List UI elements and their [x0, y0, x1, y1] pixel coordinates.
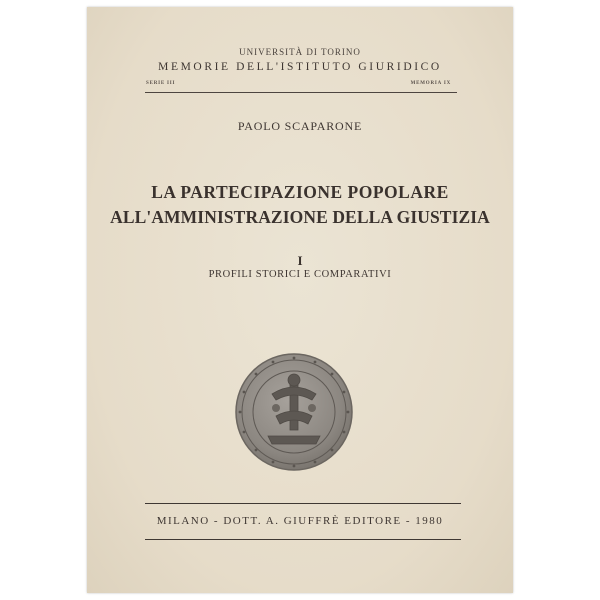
- publisher-rule-bottom: [145, 539, 461, 540]
- memoria-number: MEMORIA IX: [410, 81, 451, 86]
- university-name: UNIVERSITÀ DI TORINO: [239, 47, 361, 57]
- series-title: MEMORIE DELL'ISTITUTO GIURIDICO: [158, 61, 442, 73]
- book-title-line-2: ALL'AMMINISTRAZIONE DELLA GIUSTIZIA: [110, 207, 490, 227]
- publisher-rule-top: [145, 503, 461, 504]
- book-subtitle: PROFILI STORICI E COMPARATIVI: [208, 269, 392, 280]
- author-name: PAOLO SCAPARONE: [237, 119, 363, 133]
- book-title-line-1: LA PARTECIPAZIONE POPOLARE: [151, 182, 449, 202]
- publisher-line: MILANO - DOTT. A. GIUFFRÈ EDITORE - 1980: [156, 515, 444, 527]
- book-cover: [87, 7, 513, 593]
- header-rule: [145, 92, 457, 93]
- series-number: SERIE III: [146, 81, 176, 86]
- university-seal-icon: [232, 350, 356, 474]
- volume-number: I: [297, 253, 303, 268]
